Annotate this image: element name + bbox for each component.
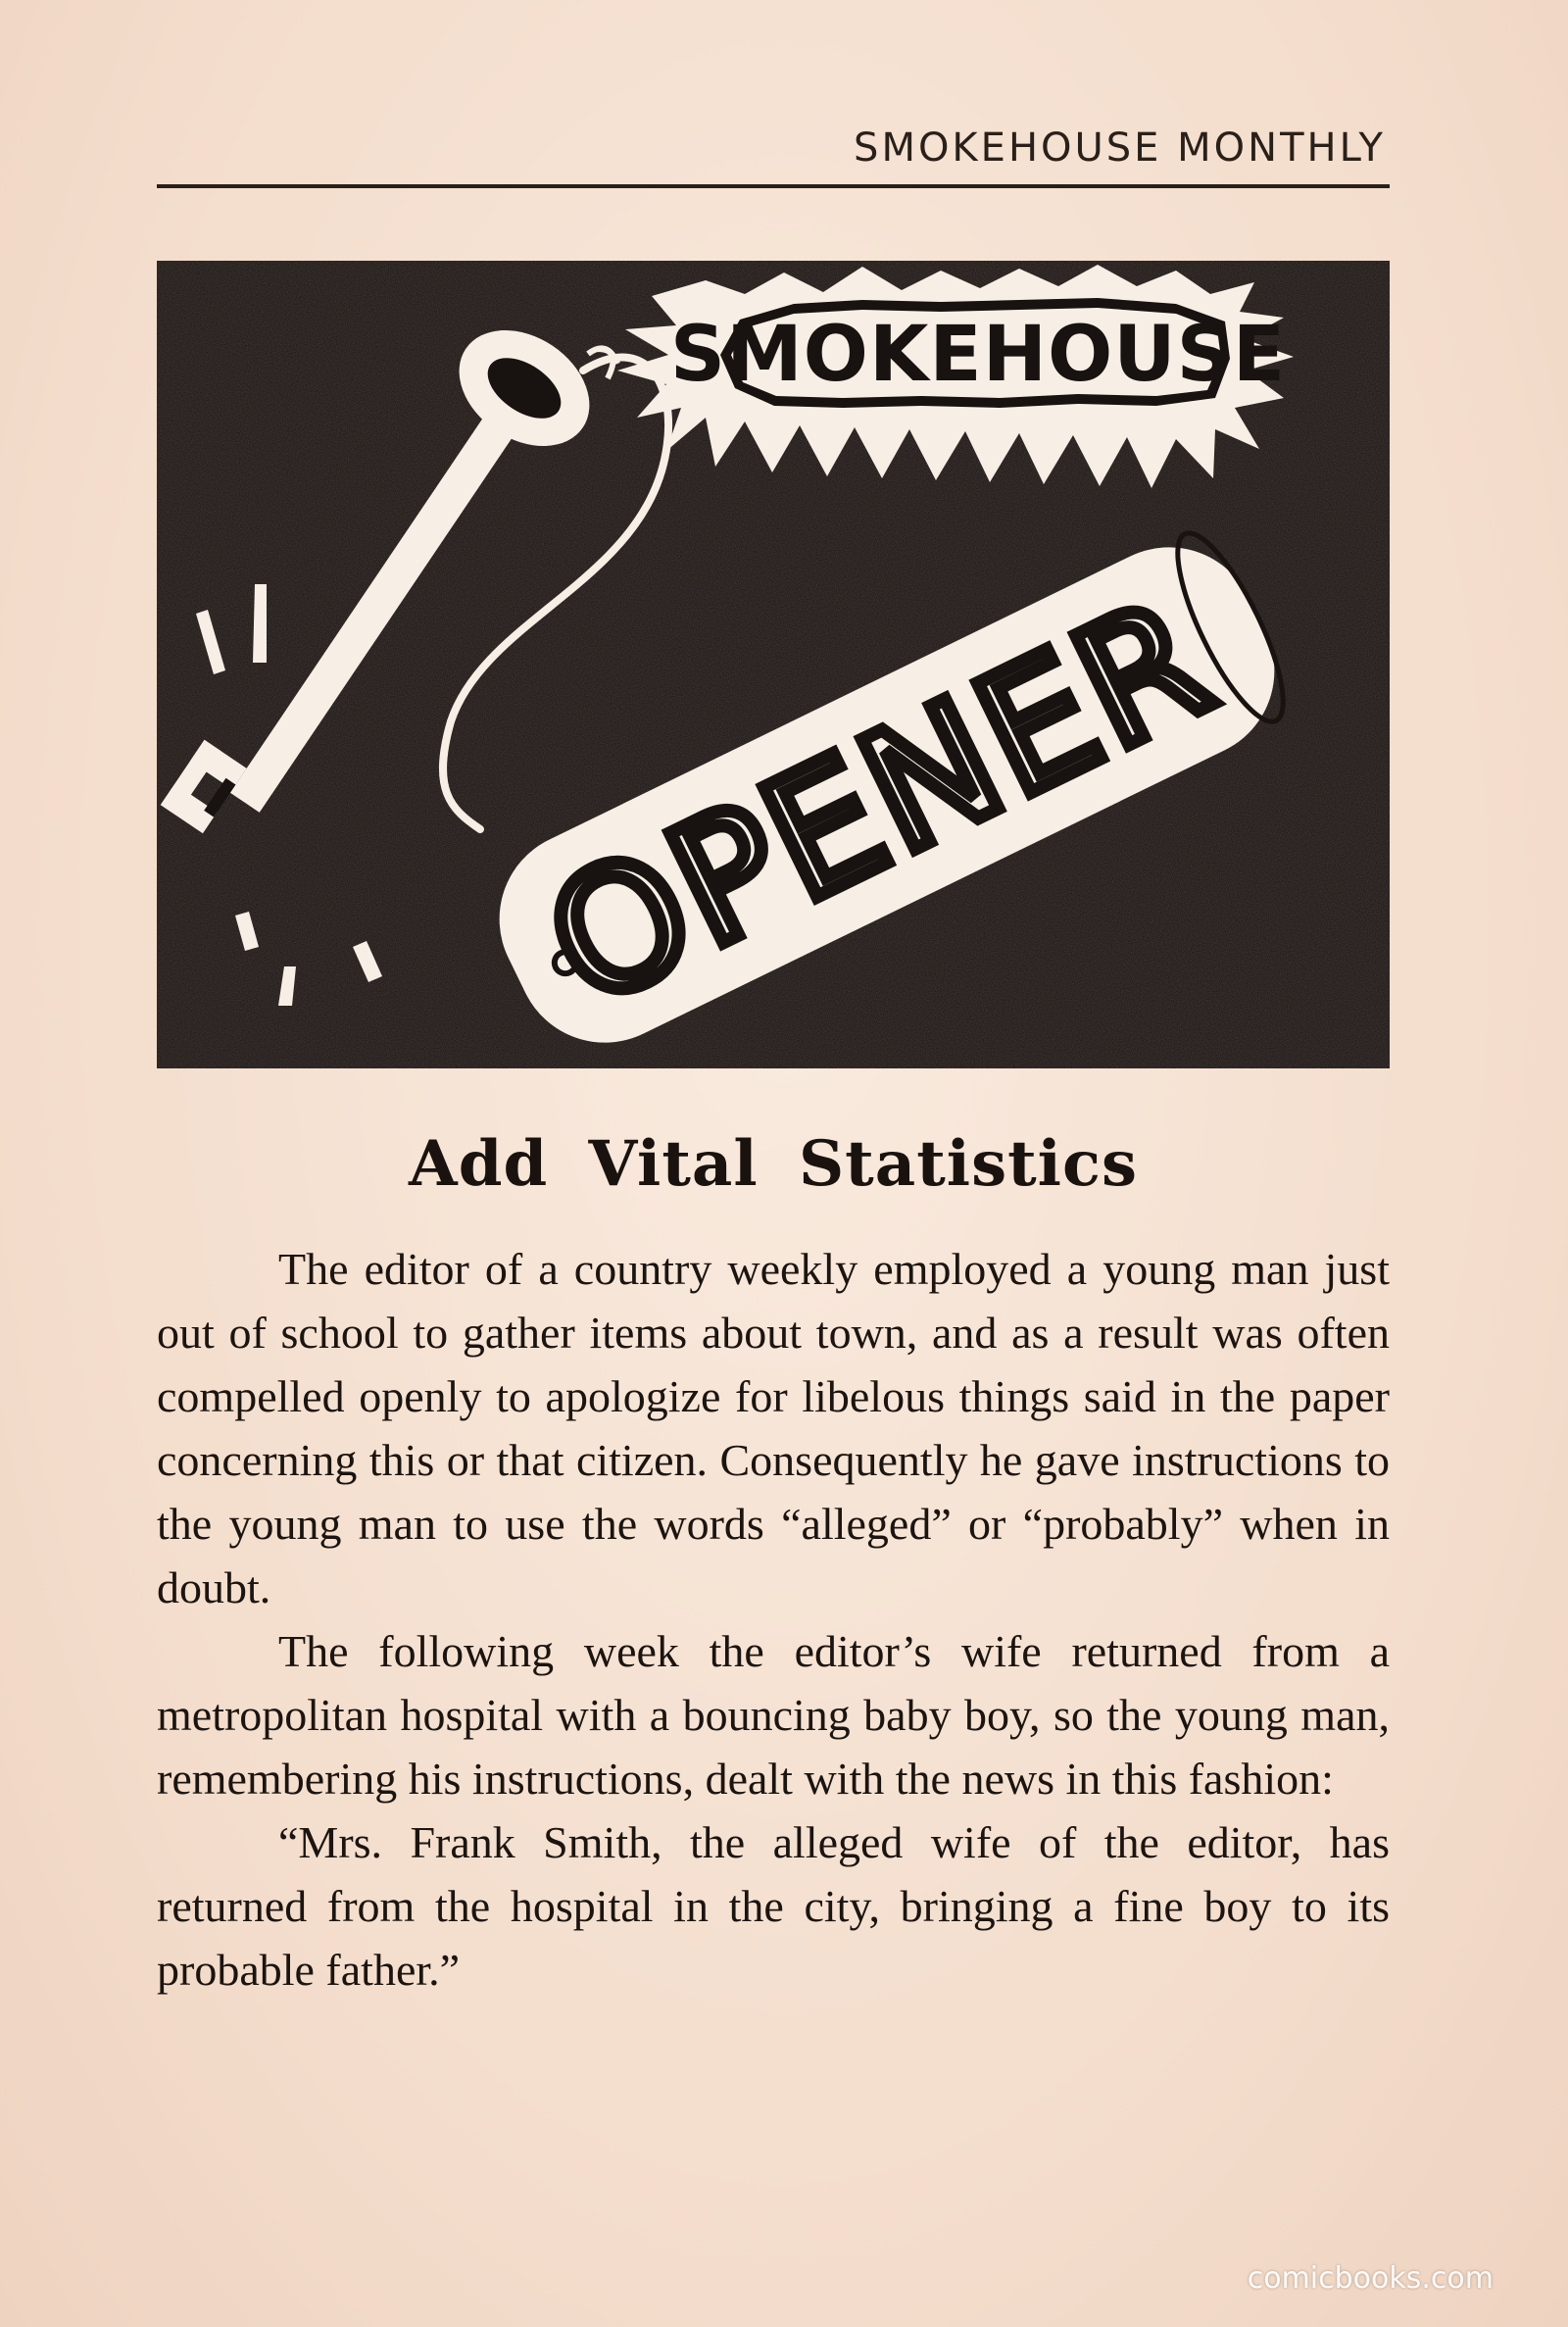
- burst-text: SMOKEHOUSE: [669, 311, 1287, 399]
- smokehouse-opener-cartoon: [157, 261, 1390, 1068]
- article-paragraph: “Mrs. Frank Smith, the alleged wife of the editor, has returned from the hospital in the city, bringing a fine boy to its probable father.”: [157, 1817, 1390, 1995]
- cartoon-illustration: [157, 261, 1390, 1068]
- header-rule: [157, 184, 1390, 188]
- article-title: Add Vital Statistics: [409, 1127, 1138, 1201]
- tag-text: OPENER: [519, 561, 1240, 1045]
- running-header: SMOKEHOUSE MONTHLY: [854, 125, 1386, 171]
- article-paragraph: The following week the editor’s wife returned from a metropolitan hospital with a bouncing baby boy, so the young man, remembering his instructions, dealt with the news in this fashion:: [157, 1626, 1390, 1804]
- watermark: comicbooks.com: [1247, 2261, 1494, 2296]
- article-body: [157, 1237, 1390, 2002]
- article-paragraph: The editor of a country weekly employed a young man just out of school to gather items about town, and as a result was often compelled openly to apologize for libelous things said in the paper concerning this or that citizen. Consequently he gave instructions to the young man to use the words “alleged” or “probably” when in doubt.: [157, 1244, 1390, 1612]
